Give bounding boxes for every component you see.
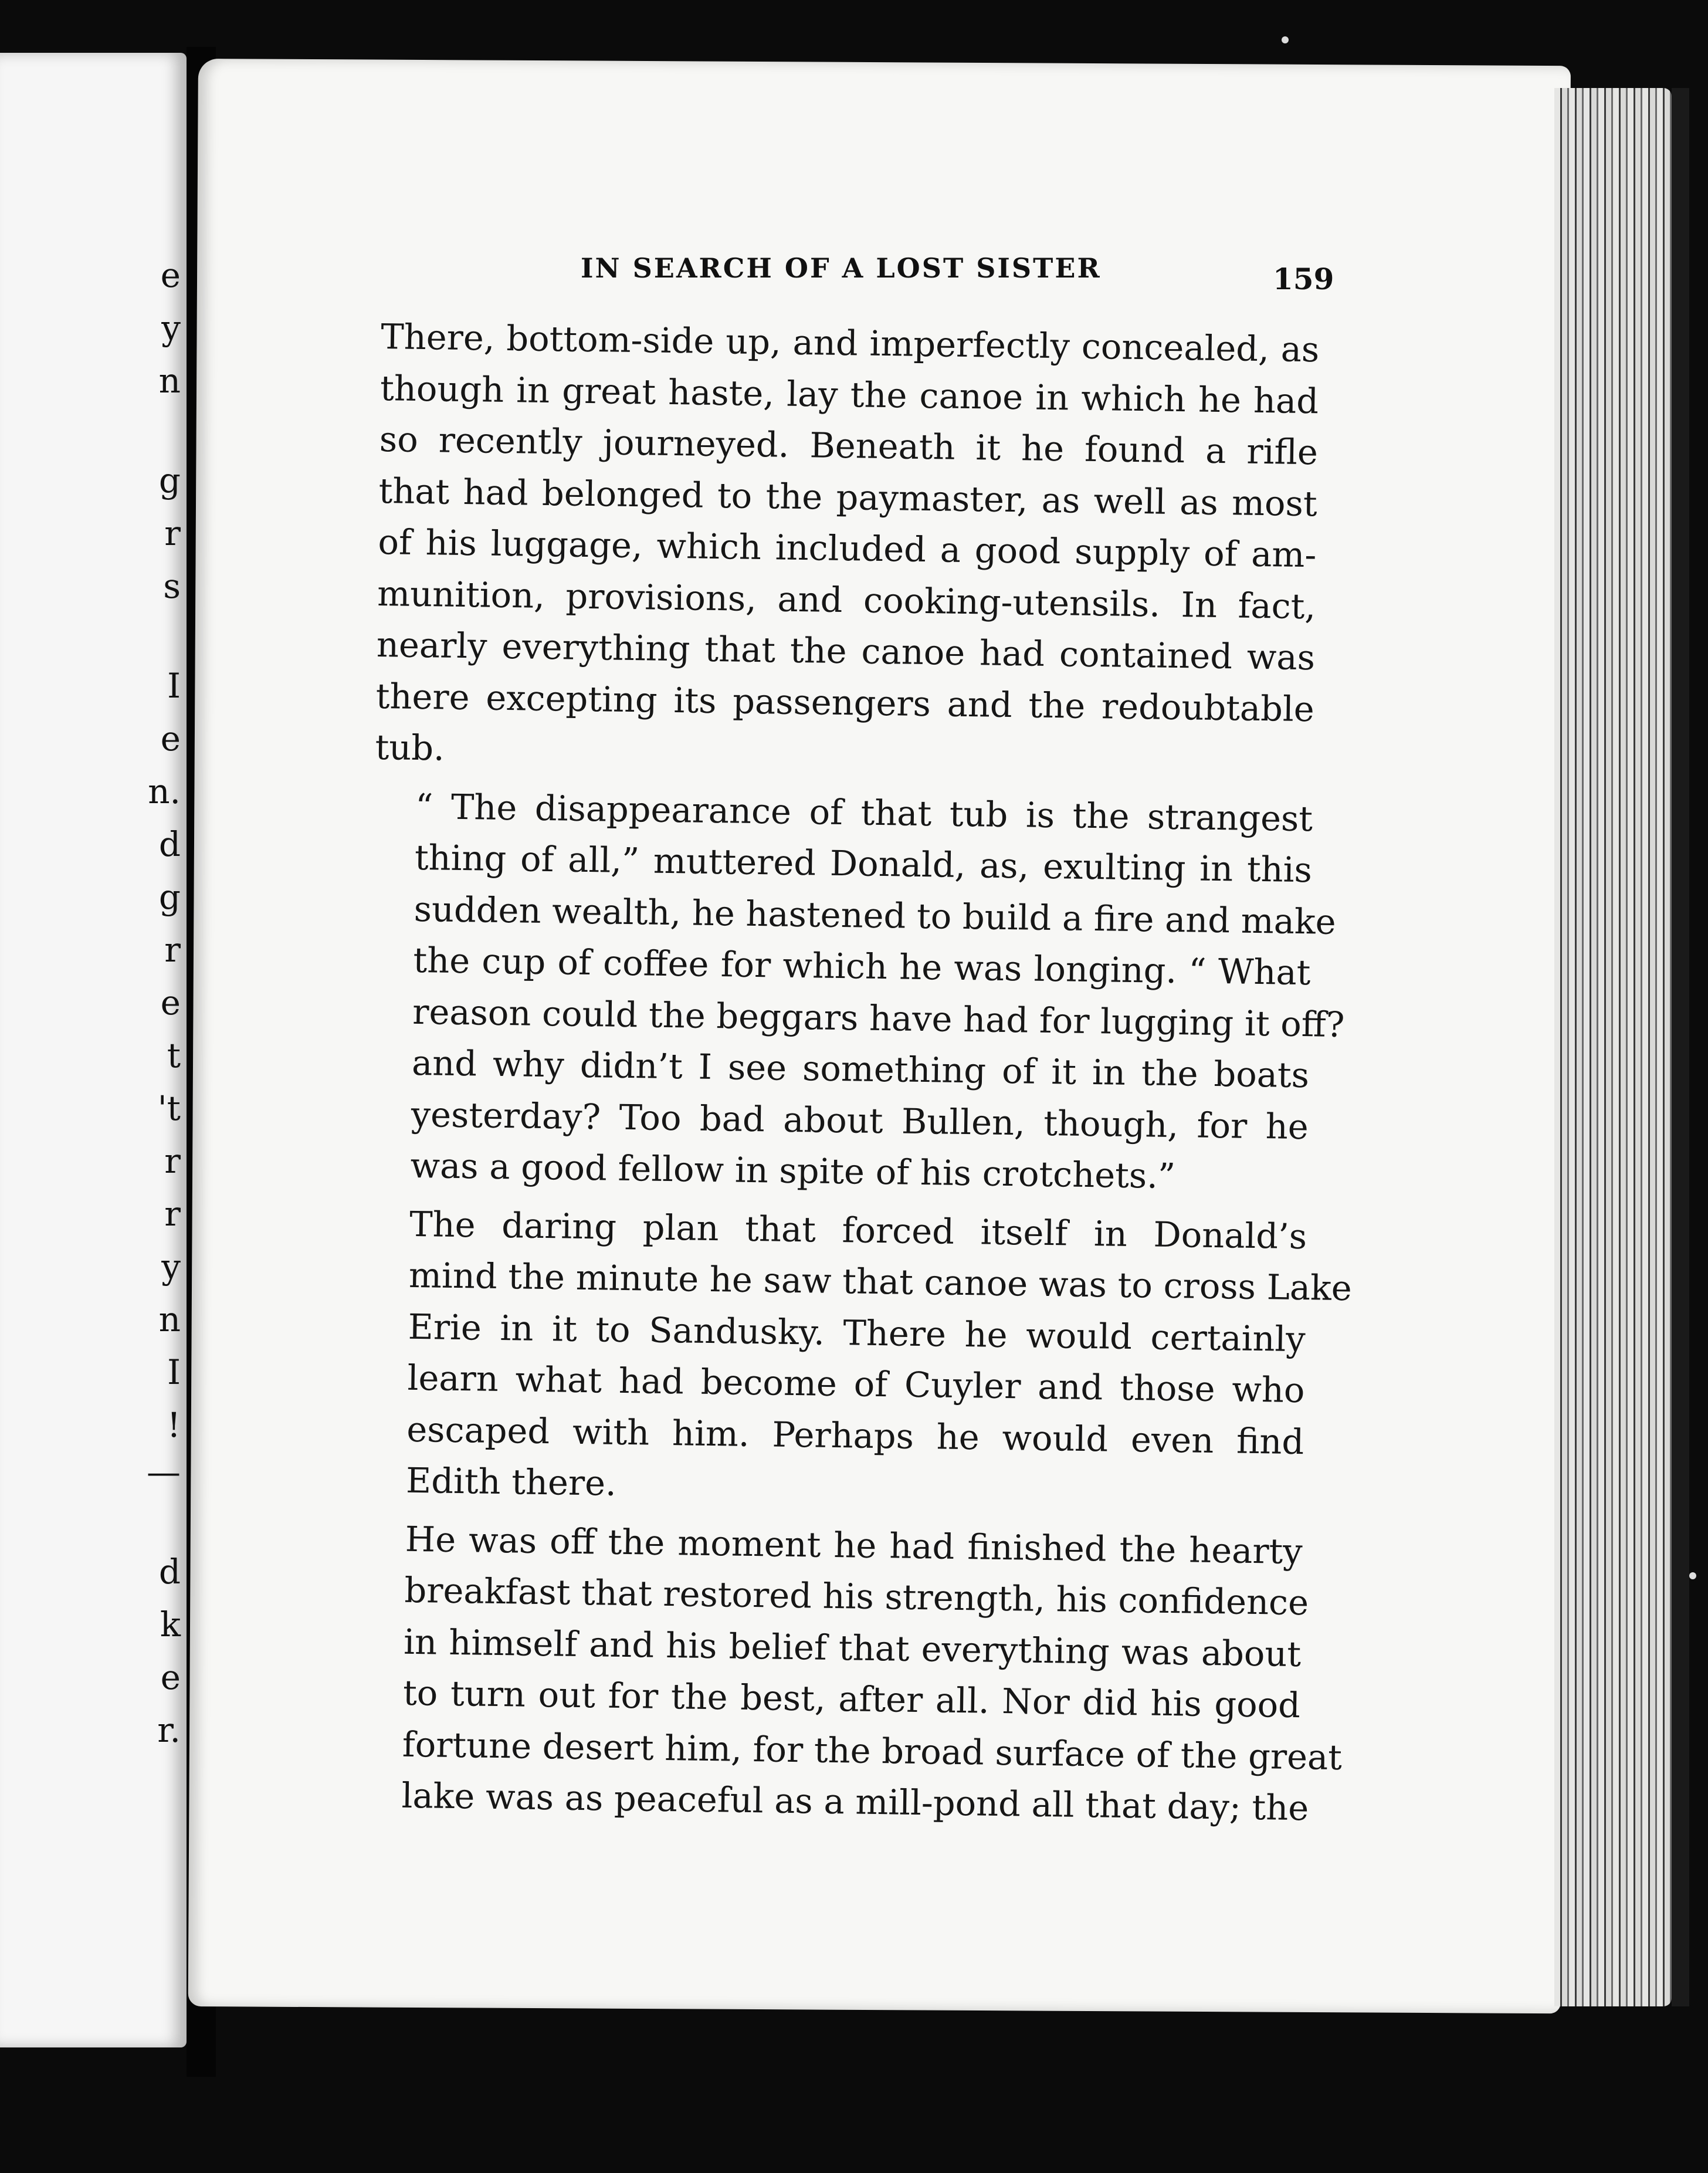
previous-page-text-fragment: r (164, 930, 181, 970)
text-line: to turn out for the best, after all. Nor did his good (402, 1672, 1301, 1726)
paragraph (369, 780, 1345, 1203)
previous-page-text-fragment: e (160, 1657, 181, 1697)
text-line: learn what had become of Cuyler and those who (407, 1357, 1305, 1411)
dust-speck (1282, 36, 1289, 43)
text-line: and why didn’t I see something of it in the boats (411, 1042, 1310, 1096)
previous-page-text-fragment: r (164, 513, 181, 553)
paragraph (360, 1512, 1343, 1833)
previous-page-text-fragment: I (167, 1352, 181, 1392)
text-line: though in great haste, lay the canoe in which he had (379, 367, 1319, 421)
text-line: breakfast that restored his strength, his confidence (404, 1569, 1309, 1623)
text-line: lake was as peaceful as a mill-pond all that day; the (401, 1775, 1309, 1829)
previous-page-text-fragment: e (160, 983, 181, 1023)
text-line: There, bottom-side up, and imperfectly concealed, as (380, 316, 1320, 370)
text-line: reason could the beggars have had for lugging it off? (412, 991, 1345, 1045)
page-body-text (360, 311, 1353, 1841)
text-line: He was off the moment he had finished the hearty (405, 1518, 1303, 1572)
text-line: fortune desert him, for the broad surface of the great (402, 1724, 1343, 1778)
running-title: IN SEARCH OF A LOST SISTER (581, 252, 1102, 284)
text-line: that had belonged to the paymaster, as well as most (378, 470, 1318, 524)
text-line: was a good fellow in spite of his crotchets.” (410, 1145, 1176, 1197)
text-line: yesterday? Too bad about Bullen, though, for he (411, 1094, 1309, 1147)
text-line: munition, provisions, and cooking-utensils. In fact, (377, 573, 1316, 627)
text-line: The daring plan that forced itself in Donald’s (409, 1203, 1307, 1257)
previous-page-text-fragment: n (158, 361, 181, 401)
previous-page-text-fragment: — (147, 1452, 181, 1492)
previous-page-text-fragment: I (167, 666, 181, 706)
page-stack-edges (1554, 88, 1672, 2006)
previous-page-text-fragment: r (164, 1141, 181, 1181)
previous-page-edge (0, 53, 187, 2047)
text-line: Edith there. (405, 1460, 617, 1504)
previous-page-text-fragment: g (158, 461, 181, 500)
previous-page-text-fragment: n (158, 1299, 181, 1339)
paragraph (375, 311, 1320, 786)
previous-page-text-fragment: 't (157, 1088, 181, 1128)
previous-page-text-fragment: d (158, 1552, 181, 1592)
previous-page-text-fragment: e (160, 719, 181, 759)
text-line: mind the minute he saw that canoe was to cross Lake (408, 1254, 1353, 1309)
text-line: the cup of coffee for which he was longing. “ What (413, 939, 1311, 993)
paragraph (365, 1197, 1353, 1518)
text-line: of his luggage, which included a good supply of am- (378, 521, 1317, 576)
previous-page-text-fragment: y (161, 1247, 181, 1287)
text-line: so recently journeyed. Beneath it he found a rifle (379, 418, 1319, 473)
text-line: there excepting its passengers and the redoubtable (375, 675, 1315, 729)
previous-page-text-fragment: t (167, 1035, 181, 1075)
previous-page-text-fragment: d (158, 824, 181, 864)
previous-page-text-fragment: r. (157, 1710, 181, 1750)
text-line: nearly everything that the canoe had contained was (376, 624, 1316, 678)
previous-page-text-fragment: s (163, 566, 181, 606)
page-number: 159 (1273, 262, 1334, 296)
previous-page-text-fragment: ! (167, 1405, 181, 1445)
text-line: “ The disappearance of that tub is the strangest (415, 786, 1313, 839)
previous-page-text-fragment: n. (148, 771, 181, 811)
previous-page-text-fragment: y (161, 308, 181, 348)
text-line: sudden wealth, he hastened to build a fire and make (414, 888, 1337, 942)
previous-page-text-fragment: g (158, 877, 181, 917)
text-line: tub. (375, 726, 445, 769)
text-line: in himself and his belief that everything was about (403, 1621, 1302, 1674)
text-line: thing of all,” muttered Donald, as, exulting in this (414, 837, 1313, 891)
previous-page-text-fragment: e (160, 255, 181, 295)
previous-page-text-fragment: r (164, 1194, 181, 1234)
text-line: Erie in it to Sandusky. There he would certainly (408, 1306, 1306, 1359)
text-line: escaped with him. Perhaps he would even find (406, 1409, 1304, 1462)
dust-speck (1689, 1572, 1696, 1579)
previous-page-text-fragment: k (160, 1605, 181, 1644)
